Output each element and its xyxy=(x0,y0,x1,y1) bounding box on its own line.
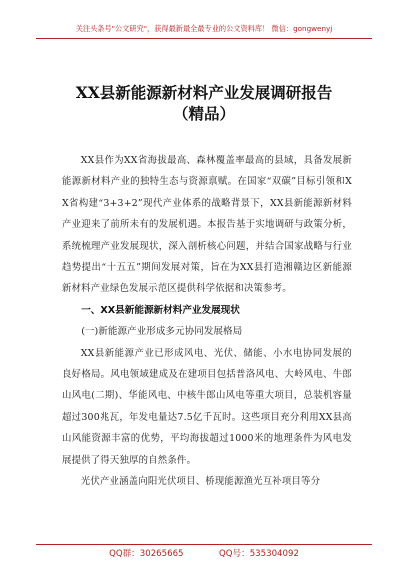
document-title xyxy=(24,82,384,124)
footer xyxy=(0,548,408,560)
document-body xyxy=(62,150,352,493)
subsection-heading: (一)新能源产业形成多元协同发展格局 xyxy=(81,326,243,338)
header-banner: 关注头条号"公文研究"，获得最新最全最专业的公文资料库！ 微信：gongwenyj xyxy=(75,24,333,33)
title-line-2: （精品） xyxy=(172,104,235,123)
intro-paragraph: XX县作为XX省海拔最高、森林覆盖率最高的县域，具备发展新能源新材料产业的独特生态与资源禀赋。在国家“双碳”目标引领和XX省构建“3+3+2”现代产业体系的战略背景下，XX县新能源新材料产业迎来了前所未有的发展机遇。本报告基于实地调研与政策分析，系统梳理产业发展现状，深入剖析核心问题，并结合国家战略与行业趋势提出“十五五”期间发展对策，旨在为XX县打造湘赣边区新能源新材料产业绿色发展示范区提供科学依据和决策参考。 xyxy=(62,155,352,295)
body-paragraph: XX县新能源产业已形成风电、光伏、储能、小水电协同发展的良好格局。风电领域建成及在建项目包括普洛风电、大岭风电、牛郎山风电(二期)、华能风电、中核牛郎山风电等重大项目，总装机容量超过300兆瓦，年发电量达7.5亿千瓦时。这些项目充分利用XX县高山风能资源丰富的优势，平均海拔超过1000米的地理条件为风电发展提供了得天独厚的自然条件。 xyxy=(62,347,352,466)
footer-qq-number: QQ号：535304092 xyxy=(219,549,299,559)
section-heading: 一、XX县新能源新材料产业发展现状 xyxy=(81,304,240,316)
body-paragraph: 光伏产业涵盖向阳光伏项目、桥现能源渔光互补项目等分 xyxy=(80,476,321,488)
header-divider xyxy=(36,38,372,39)
footer-qq-group: QQ群：30265665 xyxy=(109,549,184,559)
footer-divider xyxy=(36,544,372,545)
title-line-1: XX县新能源新材料产业发展调研报告 xyxy=(75,83,333,102)
